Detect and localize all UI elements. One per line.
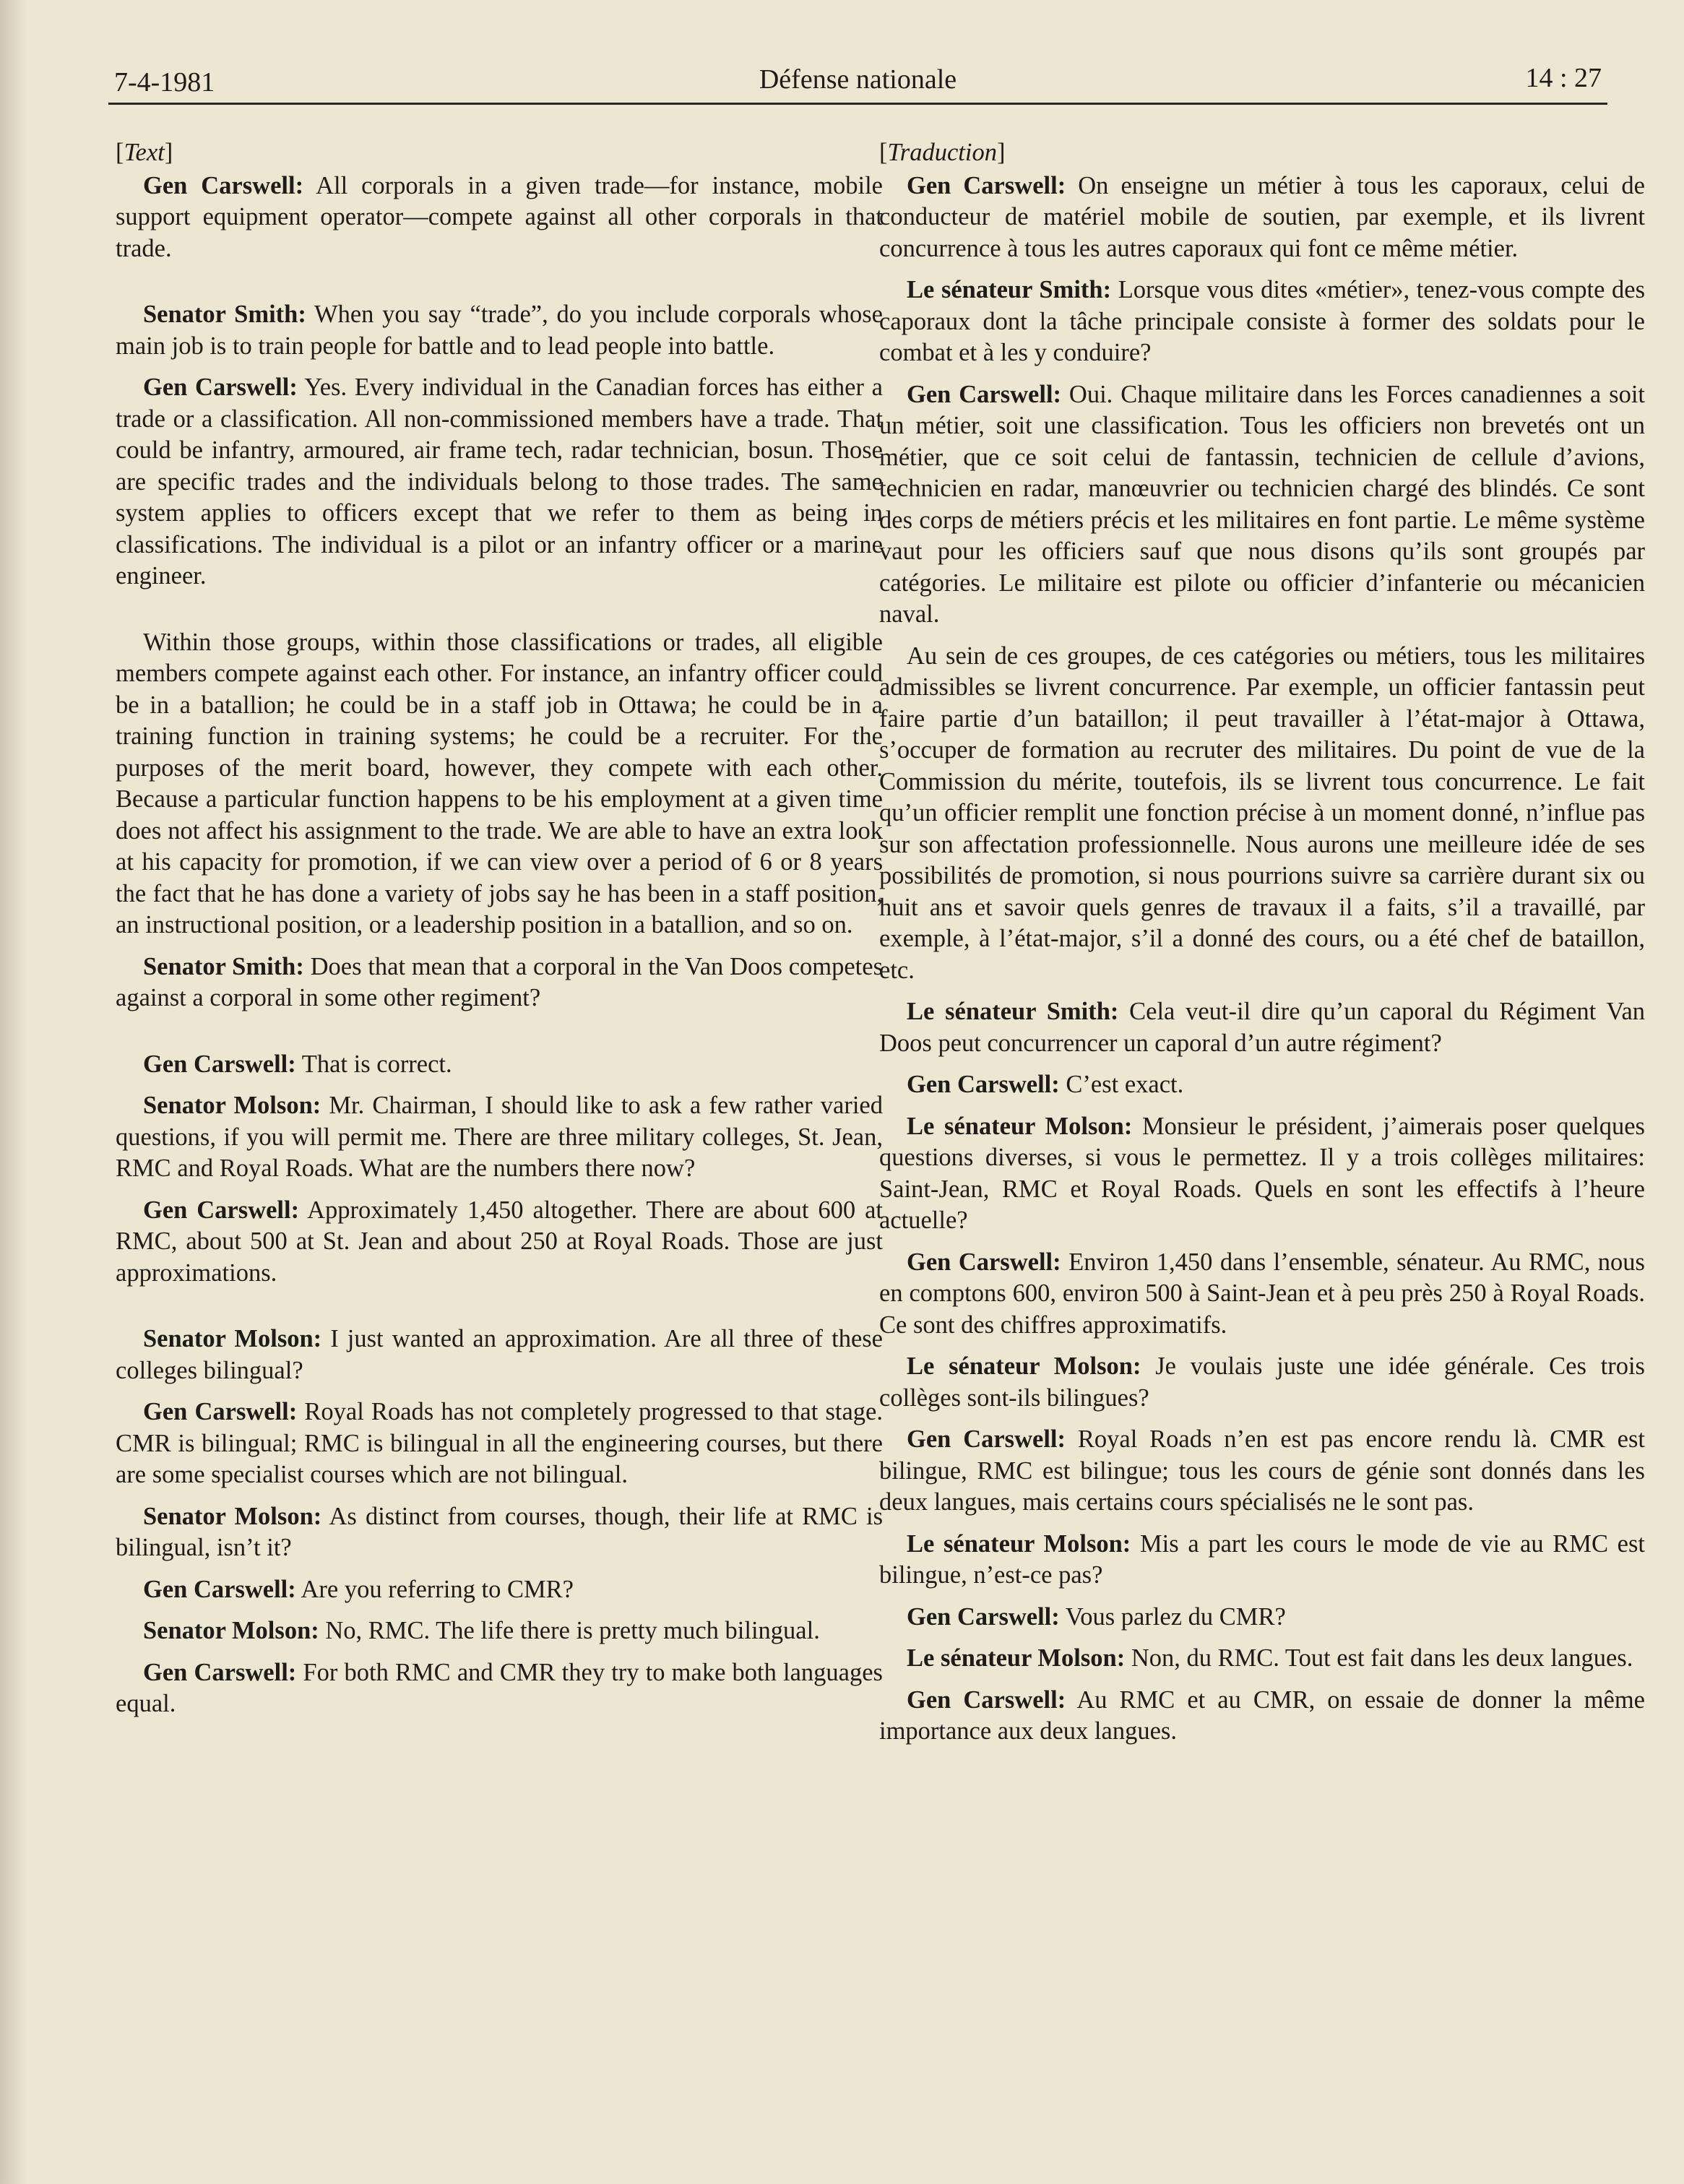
transcript-paragraph: Gen Carswell: All corporals in a given trade—for instance, mobile support equipment operator—compete against all other corporals in that trade. [116,171,883,262]
speaker-name: Le sénateur Molson: [907,1529,1131,1558]
speaker-name: Gen Carswell: [907,380,1062,408]
speaker-name: Gen Carswell: [143,1658,297,1686]
transcript-paragraph: Le sénateur Molson: Je voulais juste une idée générale. Ces trois collèges sont-ils bilingues? [879,1352,1645,1412]
transcript-paragraph: Within those groups, within those classifications or trades, all eligible members compete against each other. For instance, an infantry officer could be in a batallion; he could be in a staff job in Ottawa; he could be in a training function in training systems; he could be a recruiter. For the purposes of the merit board, however, they compete with each other. Because a particular function happens to be his employment at a given time does not affect his assignment to the trade. We are able to have an extra look at his capacity for promotion, if we can view over a period of 6 or 8 years the fact that he has done a variety of jobs say he has been in a staff position, an instructional position, or a leadership position in a batallion, and so on. [116,628,883,938]
speaker-name: Gen Carswell: [143,374,298,401]
transcript-paragraph: Gen Carswell: That is correct. [143,1050,452,1078]
transcript-paragraph: Senator Molson: I just wanted an approximation. Are all three of these colleges bilingual? [116,1325,883,1384]
header-page-number: 14 : 27 [1525,63,1602,93]
speaker-name: Le sénateur Molson: [907,1644,1126,1672]
transcript-paragraph: Le sénateur Molson: Mis a part les cours le mode de vie au RMC est bilingue, n’est-ce pas? [879,1529,1645,1589]
speaker-name: Gen Carswell: [143,171,304,199]
speaker-name: Le sénateur Smith: [907,276,1112,303]
transcript-paragraph: Senator Smith: Does that mean that a corporal in the Van Doos competes against a corporal in some other regiment? [116,952,883,1011]
transcript-paragraph: Gen Carswell: Yes. Every individual in the Canadian forces has either a trade or a classification. All non-commissioned members have a trade. That could be infantry, armoured, air frame tech, radar technician, bosun. Those are specific trades and the individuals belong to those trades. The same system applies to officers except that we refer to them as being in classifications. The individual is a pilot or an infantry officer or a marine engineer. [116,374,883,590]
page-binding-edge [0,0,29,2184]
header-title: Défense nationale [759,64,957,95]
transcript-paragraph: Gen Carswell: For both RMC and CMR they try to make both languages equal. [116,1658,883,1717]
transcript-paragraph: Senator Molson: No, RMC. The life there is pretty much bilingual. [143,1617,820,1644]
english-column [116,137,883,1730]
speaker-name: Gen Carswell: [143,1398,298,1425]
transcript-paragraph: Gen Carswell: On enseigne un métier à tous les caporaux, celui de conducteur de matériel mobile de soutien, par exemple, et ils livrent concurrence à tous les autres caporaux qui font ce même métier. [879,171,1645,262]
speaker-name: Gen Carswell: [907,1248,1061,1276]
language-tag: [Traduction] [879,139,1006,166]
speaker-name: Gen Carswell: [907,1071,1060,1098]
transcript-paragraph: Le sénateur Molson: Non, du RMC. Tout est fait dans les deux langues. [907,1644,1633,1672]
speaker-name: Senator Molson: [143,1092,321,1119]
transcript-paragraph: Le sénateur Molson: Monsieur le président, j’aimerais poser quelques questions diverses, si vous le permettez. Il y a trois collèges militaires: Saint-Jean, RMC et Royal Roads. Quels en sont les effectifs à l’heure actuelle? [879,1112,1645,1234]
transcript-paragraph: Gen Carswell: Are you referring to CMR? [143,1575,574,1603]
transcript-paragraph: Gen Carswell: Royal Roads n’en est pas encore rendu là. CMR est bilingue, RMC est bilingue; tous les cours de génie sont donnés dans les deux langues, mais certains cours spécialisés ne le sont pas. [879,1425,1645,1516]
speaker-name: Senator Molson: [143,1617,319,1644]
page-header [108,58,1607,105]
transcript-paragraph: Gen Carswell: C’est exact. [907,1071,1184,1098]
transcript-paragraph: Gen Carswell: Environ 1,450 dans l’ensemble, sénateur. Au RMC, nous en comptons 600, environ 500 à Saint-Jean et à peu près 250 à Royal Roads. Ce sont des chiffres approximatifs. [879,1248,1645,1339]
speaker-name: Gen Carswell: [907,171,1066,199]
speaker-name: Le sénateur Smith: [907,998,1119,1025]
speaker-name: Le sénateur Molson: [907,1352,1141,1380]
speaker-name: Gen Carswell: [143,1575,296,1603]
speaker-name: Senator Molson: [143,1325,322,1352]
transcript-paragraph: Le sénateur Smith: Lorsque vous dites «métier», tenez-vous compte des caporaux dont la tâche principale consiste à former des soldats pour le combat et à les y conduire? [879,276,1646,366]
transcript-paragraph: Gen Carswell: Vous parlez du CMR? [907,1602,1286,1631]
speaker-name: Le sénateur Molson: [907,1112,1133,1140]
transcript-paragraph: Le sénateur Smith: Cela veut-il dire qu’un caporal du Régiment Van Doos peut concurrencer un caporal d’un autre régiment? [879,998,1646,1057]
speaker-name: Gen Carswell: [907,1686,1066,1714]
speaker-name: Gen Carswell: [143,1196,300,1224]
speaker-name: Gen Carswell: [907,1602,1060,1631]
transcript-paragraph: Gen Carswell: Au RMC et au CMR, on essaie de donner la même importance aux deux langues. [879,1686,1645,1745]
header-date: 7-4-1981 [114,67,215,98]
transcript-paragraph: Gen Carswell: Oui. Chaque militaire dans les Forces canadiennes a soit un métier, soit une classification. Tous les officiers non brevetés ont un métier, que ce soit celui de fantassin, technicien de cellule d’avions, technicien en radar, manœuvrier ou technicien chargé des blindés. Ce sont des corps de métiers précis et les militaires en font partie. Le même système vaut pour les officiers sauf que nous disons qu’ils sont groupés par catégories. Le militaire est pilote ou officier d’infanterie ou mécanicien naval. [879,380,1645,628]
transcript-paragraph: Senator Molson: Mr. Chairman, I should like to ask a few rather varied questions, if you will permit me. There are three military colleges, St. Jean, RMC and Royal Roads. What are the numbers there now? [116,1092,883,1182]
speaker-name: Gen Carswell: [907,1425,1066,1453]
transcript-paragraph: Senator Smith: When you say “trade”, do you include corporals whose main job is to train people for battle and to lead people into battle. [116,301,883,360]
transcript-paragraph: Senator Molson: As distinct from courses, though, their life at RMC is bilingual, isn’t it? [116,1502,883,1561]
french-column [879,137,1645,1758]
transcript-paragraph: Gen Carswell: Royal Roads has not completely progressed to that stage. CMR is bilingual; RMC is bilingual in all the engineering courses, but there are some specialist courses which are not bilingual. [116,1398,883,1488]
transcript-paragraph: Au sein de ces groupes, de ces catégories ou métiers, tous les militaires admissibles se livrent concurrence. Par exemple, un officier fantassin peut faire partie d’un bataillon; il peut travailler à l’état-major à Ottawa, s’occuper de formation au recruter des militaires. Du point de vue de la Commission du mérite, toutefois, ils se livrent tous concurrence. Le fait qu’un officier remplit une fonction précise à un moment donné, n’influe pas sur son affectation professionnelle. Nous aurons une meilleure idée de ses possibilités de promotion, si nous pourrions suivre sa carrière durant six ou huit ans et savoir quels genres de travaux il a faits, s’il a travaillé, par exemple, à l’état-major, s’il a donné des cours, ou a été chef de bataillon, etc. [879,642,1645,984]
speaker-name: Senator Smith: [143,301,306,328]
transcript-paragraph: Gen Carswell: Approximately 1,450 altogether. There are about 600 at RMC, about 500 at St. Jean and about 250 at Royal Roads. Those are just approximations. [116,1196,883,1287]
language-tag: [Text] [116,139,173,166]
speaker-name: Senator Molson: [143,1502,322,1530]
speaker-name: Senator Smith: [143,952,304,980]
speaker-name: Gen Carswell: [143,1050,296,1078]
